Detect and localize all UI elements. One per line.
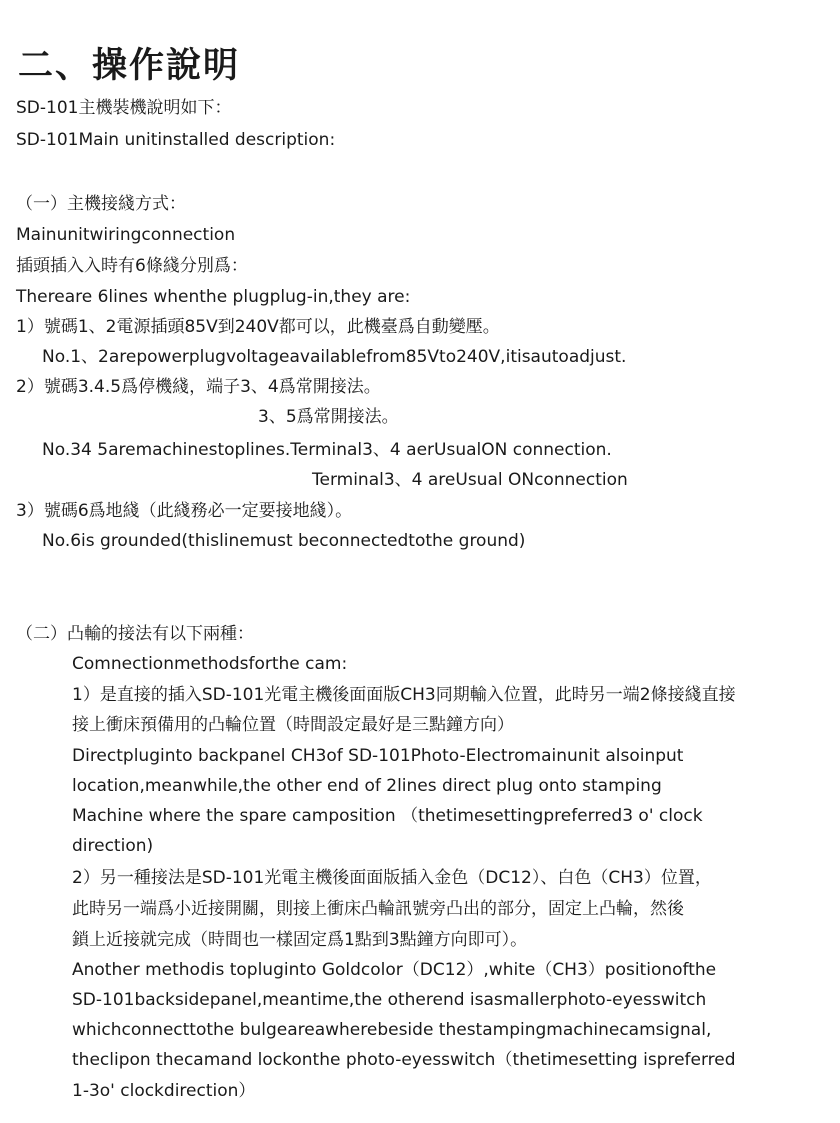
- section2-item2-en-1: Another methodis topluginto Goldcolor（DC12）,white（CH3）positionofthe: [72, 960, 717, 980]
- section1-heading-en: Mainunitwiringconnection: [16, 225, 236, 245]
- section2-heading-en: Comnectionmethodsforthe cam:: [72, 654, 348, 674]
- intro-zh: SD-101主機裝機說明如下：: [16, 98, 232, 118]
- section1-item3-en: No.6is grounded(thislinemust beconnectedtothe ground): [42, 531, 526, 551]
- section1-heading-zh: （一）主機接綫方式：: [16, 194, 186, 214]
- section2-item1-en-1: Directpluginto backpanel CH3of SD-101Photo-Electromainunit alsoinput: [72, 746, 684, 766]
- section1-item2-en-b: Terminal3、4 areUsual ONconnection: [312, 470, 628, 490]
- section2-item1-en-2: location,meanwhile,the other end of 2lines direct plug onto stamping: [72, 776, 662, 796]
- section2-heading-zh: （二）凸輸的接法有以下兩種：: [16, 624, 254, 644]
- section2-item1-en-3: Machine where the spare camposition （thetimesettingpreferred3 o' clock: [72, 806, 703, 826]
- section1-lines-zh: 插頭插入入時有6條綫分別爲：: [16, 256, 248, 276]
- section2-item2-en-2: SD-101backsidepanel,meantime,the otherend isasmallerphoto-eyesswitch: [72, 990, 707, 1010]
- section2-item2-zh-1: 2）另一種接法是SD-101光電主機後面面版插入金色（DC12）、白色（CH3）位置，: [72, 868, 712, 888]
- page-title: 二、操作說明: [18, 45, 241, 86]
- section1-item1-en: No.1、2arepowerplugvoltageavailablefrom85Vto240V,itisautoadjust.: [42, 347, 627, 367]
- section2-item2-en-4: theclipon thecamand lockonthe photo-eyesswitch（thetimesetting ispreferred: [72, 1050, 736, 1070]
- section2-item1-en-4: direction): [72, 836, 154, 856]
- section1-item1-zh: 1）號碼1、2電源插頭85V到240V都可以，此機臺爲自動變壓。: [16, 317, 500, 337]
- section2-item2-zh-2: 此時另一端爲小近接開關，則接上衝床凸輪訊號旁凸出的部分，固定上凸輪，然後: [72, 899, 684, 919]
- intro-en: SD-101Main unitinstalled description:: [16, 130, 336, 150]
- section2-item2-en-5: 1-3o' clockdirection）: [72, 1081, 256, 1101]
- section1-item2-zh-b: 3、5爲常開接法。: [258, 407, 399, 427]
- section2-item1-zh-2: 接上衝床預備用的凸輪位置（時間設定最好是三點鐘方向）: [72, 715, 514, 735]
- section1-lines-en: Thereare 6lines whenthe plugplug-in,they are:: [16, 287, 411, 307]
- section2-item2-zh-3: 鎖上近接就完成（時間也一樣固定爲1點到3點鐘方向即可）。: [72, 930, 528, 950]
- section1-item2-zh: 2）號碼3.4.5爲停機綫，端子3、4爲常開接法。: [16, 377, 381, 397]
- section2-item1-zh-1: 1）是直接的插入SD-101光電主機後面面版CH3同期輸入位置，此時另一端2條接綫直接: [72, 685, 736, 705]
- section2-item2-en-3: whichconnecttothe bulgeareawherebeside thestampingmachinecamsignal,: [72, 1020, 712, 1040]
- section1-item3-zh: 3）號碼6爲地綫（此綫務必一定要接地綫）。: [16, 501, 353, 521]
- section1-item2-en: No.34 5aremachinestoplines.Terminal3、4 aerUsualON connection.: [42, 440, 612, 460]
